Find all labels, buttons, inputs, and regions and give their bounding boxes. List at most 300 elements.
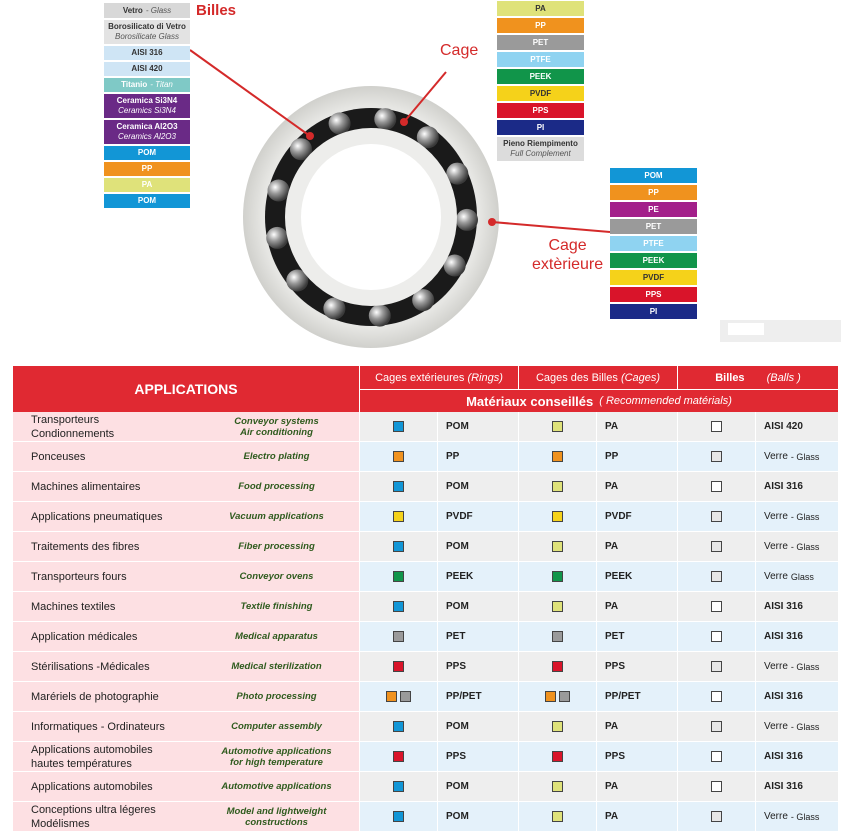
ring-material: PEEK [438, 562, 518, 591]
billes-legend-label: Ceramica Al2O3 [116, 122, 178, 131]
rings-column-header [360, 366, 518, 389]
ball-material [756, 472, 838, 501]
ball-material-en: - Glass [790, 721, 820, 732]
ball-material-label: Verre [764, 721, 788, 732]
application-fr [13, 742, 194, 771]
ball-material-label: Verre [764, 451, 788, 462]
application-fr-line: Stérilisations -Médicales [31, 660, 150, 673]
application-en [194, 532, 359, 561]
color-swatch [393, 571, 404, 582]
ball-material-label: AISI 316 [764, 751, 803, 762]
outer-legend-item [610, 304, 697, 319]
rings-header-en: (Rings) [467, 371, 503, 384]
ring-color-cell [360, 652, 437, 681]
color-swatch [393, 481, 404, 492]
application-fr [13, 712, 194, 741]
billes-material-legend [104, 3, 190, 208]
billes-legend-item [104, 46, 190, 60]
color-swatch [711, 571, 722, 582]
color-swatch [393, 601, 404, 612]
cage-legend-label: PEEK [529, 71, 552, 81]
cage-material-legend [497, 1, 584, 161]
outer-legend-item [610, 219, 697, 234]
ball-material [756, 562, 838, 591]
application-fr [13, 592, 194, 621]
application-fr-line: Applications pneumatiques [31, 510, 163, 523]
color-swatch [552, 811, 563, 822]
ball-color-cell [678, 712, 755, 741]
billes-legend-label: Ceramica Si3N4 [116, 96, 178, 105]
cage-material: PVDF [597, 502, 677, 531]
cage-legend-item [497, 86, 584, 101]
color-swatch [393, 751, 404, 762]
application-en-line: Photo processing [236, 691, 317, 702]
table-row [13, 772, 838, 802]
cages-header-en: (Cages) [620, 371, 661, 384]
header-divider [677, 366, 678, 389]
cage-material: PA [597, 412, 677, 441]
cage-legend-label: PTFE [530, 54, 551, 64]
cage-color-cell [519, 622, 596, 651]
ball-material-label: Verre [764, 541, 788, 552]
ball [374, 108, 396, 130]
billes-legend-label: Borosilicato di Vetro [108, 22, 186, 31]
color-swatch [393, 511, 404, 522]
color-swatch [393, 661, 404, 672]
ball-material [756, 682, 838, 711]
color-swatch [711, 661, 722, 672]
ring-color-cell [360, 592, 437, 621]
billes-legend-sub: - Titan [150, 80, 173, 89]
ring-color-cell [360, 562, 437, 591]
ball-material [756, 652, 838, 681]
application-fr-line: Transporteurs fours [31, 570, 127, 583]
application-fr [13, 652, 194, 681]
cage-material: PA [597, 772, 677, 801]
billes-legend-item [104, 78, 190, 92]
outer-legend-item [610, 202, 697, 217]
cage-material: PA [597, 712, 677, 741]
cage-color-cell [519, 412, 596, 441]
ball-material [756, 532, 838, 561]
outer-legend-item [610, 253, 697, 268]
color-swatch [552, 661, 563, 672]
ring-material: PPS [438, 742, 518, 771]
color-swatch [711, 541, 722, 552]
cage-material: PA [597, 592, 677, 621]
application-en-line: Air conditioning [240, 426, 313, 438]
cage-color-cell [519, 532, 596, 561]
ball-material [756, 712, 838, 741]
application-en [194, 442, 359, 471]
ball-color-cell [678, 592, 755, 621]
ball-material [756, 772, 838, 801]
billes-legend-item [104, 62, 190, 76]
ball [268, 180, 290, 202]
application-fr-line: Marériels de photographie [31, 690, 159, 703]
color-swatch [393, 811, 404, 822]
ball-color-cell [678, 622, 755, 651]
ball-color-cell [678, 742, 755, 771]
outer-leader-line [492, 222, 610, 232]
outer-cage-material-legend [610, 168, 697, 319]
application-en-line: Medical apparatus [235, 631, 318, 642]
color-swatch [393, 721, 404, 732]
color-swatch [552, 541, 563, 552]
ring-color-cell [360, 532, 437, 561]
application-en [194, 742, 359, 771]
billes-legend-line [123, 6, 171, 16]
ball-color-cell [678, 772, 755, 801]
billes-legend-item [104, 3, 190, 18]
color-swatch [711, 511, 722, 522]
cage-label: Cage [440, 42, 479, 59]
application-en-line: Vacuum applications [229, 511, 324, 522]
billes-legend-item [104, 120, 190, 144]
ring-color-cell [360, 502, 437, 531]
table-row [13, 802, 838, 832]
color-swatch [711, 691, 722, 702]
cage-legend-label: PET [532, 37, 549, 47]
cage-legend-label: PA [535, 3, 546, 13]
ball-material [756, 802, 838, 831]
color-swatch [711, 481, 722, 492]
color-swatch [552, 601, 563, 612]
cage-color-cell [519, 652, 596, 681]
cage-material: PP/PET [597, 682, 677, 711]
ball-material-label: AISI 316 [764, 481, 803, 492]
cage-legend-item [497, 69, 584, 84]
color-swatch [559, 691, 570, 702]
ball-color-cell [678, 472, 755, 501]
outer-legend-item [610, 287, 697, 302]
application-en-line: Food processing [238, 481, 315, 492]
table-row [13, 562, 838, 592]
billes-legend-item [104, 146, 190, 160]
table-row [13, 622, 838, 652]
outer-legend-label: PP [648, 187, 659, 197]
application-fr [13, 502, 194, 531]
color-swatch [711, 601, 722, 612]
billes-legend-item [104, 20, 190, 44]
color-swatch [552, 721, 563, 732]
billes-leader-dot [306, 132, 314, 140]
application-en [194, 652, 359, 681]
cages-column-header [519, 366, 677, 389]
application-fr [13, 682, 194, 711]
ring-material: POM [438, 472, 518, 501]
application-fr-line: hautes températures [31, 757, 132, 770]
cage-color-cell [519, 472, 596, 501]
ring-material: POM [438, 772, 518, 801]
application-fr [13, 802, 194, 831]
cage-color-cell [519, 502, 596, 531]
outer-legend-label: PPS [645, 289, 662, 299]
application-en [194, 412, 359, 441]
cage-color-cell [519, 772, 596, 801]
application-fr-line: Transporteurs [31, 413, 100, 426]
outer-cage-label-line2: extèrieure [532, 256, 604, 273]
ring-color-cell [360, 622, 437, 651]
ball-material-en: - Glass [790, 811, 820, 822]
billes-legend-label: Vetro [122, 5, 143, 15]
ring-material: PET [438, 622, 518, 651]
billes-legend-label: AISI 420 [131, 64, 163, 73]
color-swatch [552, 451, 563, 462]
color-swatch [400, 691, 411, 702]
ring-material: POM [438, 412, 518, 441]
image-artifact [720, 320, 841, 342]
cage-color-cell [519, 592, 596, 621]
billes-legend-item [104, 194, 190, 208]
color-swatch [552, 511, 563, 522]
cage-color-cell [519, 442, 596, 471]
ball-material-label: AISI 316 [764, 631, 803, 642]
cage-color-cell [519, 682, 596, 711]
color-swatch [393, 541, 404, 552]
ball [329, 112, 351, 134]
application-fr [13, 442, 194, 471]
cage-material: PP [597, 442, 677, 471]
ball [369, 305, 391, 327]
application-en-line: for high temperature [230, 756, 323, 768]
color-swatch [552, 781, 563, 792]
table-row [13, 412, 838, 442]
cage-legend-label: PPS [532, 105, 549, 115]
application-en-line: Computer assembly [231, 721, 322, 732]
color-swatch [711, 421, 722, 432]
cage-legend-label: PP [535, 20, 546, 30]
cage-legend-label: Pieno Riempimento [503, 139, 578, 148]
ring-color-cell [360, 682, 437, 711]
billes-legend-label: Titanio [121, 80, 148, 89]
cage-legend-item [497, 103, 584, 118]
billes-legend-sub: Ceramics Si3N4 [118, 106, 176, 115]
outer-legend-label: PE [648, 204, 659, 214]
outer-legend-label: PET [645, 221, 662, 231]
table-row [13, 532, 838, 562]
application-fr-line: Condionnements [31, 427, 115, 440]
application-en-line: Conveyor systems [234, 415, 319, 427]
application-en [194, 682, 359, 711]
outer-cage-label [532, 236, 603, 274]
color-swatch [393, 421, 404, 432]
ring-material: PPS [438, 652, 518, 681]
ball-material-label: Verre [764, 511, 788, 522]
ball-material-label: AISI 316 [764, 691, 803, 702]
billes-legend-label: AISI 316 [131, 48, 163, 57]
table-row [13, 682, 838, 712]
outer-legend-label: PEEK [642, 255, 665, 265]
color-swatch [393, 781, 404, 792]
application-fr-line: Traitements des fibres [31, 540, 140, 553]
table-row [13, 592, 838, 622]
applications-header: APPLICATIONS [134, 381, 238, 397]
ball-material-label: Verre [764, 571, 788, 582]
cage-material: PEEK [597, 562, 677, 591]
ring-material: POM [438, 532, 518, 561]
ring-material: PVDF [438, 502, 518, 531]
ring-color-cell [360, 412, 437, 441]
color-swatch [711, 721, 722, 732]
ball-color-cell [678, 442, 755, 471]
application-fr-line: Applications automobiles [31, 780, 153, 793]
application-en [194, 562, 359, 591]
outer-legend-label: PVDF [642, 272, 665, 282]
cage-material: PA [597, 472, 677, 501]
cage-legend-item [497, 1, 584, 16]
cage-material: PA [597, 802, 677, 831]
billes-legend-label: PP [141, 164, 153, 173]
application-en [194, 592, 359, 621]
ring-material: POM [438, 592, 518, 621]
ring-material: PP [438, 442, 518, 471]
application-en-line: Automotive applications [221, 745, 332, 757]
ball-material-en: Glass [790, 571, 814, 582]
billes-legend-label: POM [137, 196, 157, 205]
outer-legend-label: PI [649, 306, 658, 316]
cage-leader-dot [400, 118, 408, 126]
table-body [13, 412, 838, 832]
table-row [13, 442, 838, 472]
billes-legend-item [104, 94, 190, 118]
application-en-line: Conveyor ovens [239, 571, 314, 582]
outer-legend-label: PTFE [643, 238, 664, 248]
cage-legend-label: PVDF [529, 88, 552, 98]
color-swatch [552, 421, 563, 432]
ball-color-cell [678, 412, 755, 441]
color-swatch [711, 451, 722, 462]
application-en-line: Medical sterilization [231, 661, 322, 672]
rings-header-label: Cages extérieures [375, 371, 465, 384]
ring-color-cell [360, 442, 437, 471]
application-en-line: Electro plating [243, 451, 310, 462]
table-row [13, 502, 838, 532]
billes-legend-item [104, 162, 190, 176]
color-swatch [552, 631, 563, 642]
cage-legend-label: PI [536, 122, 545, 132]
application-en [194, 502, 359, 531]
application-fr-line: Conceptions ultra légeres [31, 803, 156, 816]
color-swatch [552, 751, 563, 762]
table-row [13, 652, 838, 682]
color-swatch [711, 811, 722, 822]
application-en [194, 472, 359, 501]
billes-legend-label: POM [137, 148, 157, 157]
ball-material [756, 412, 838, 441]
cage-legend-item [497, 120, 584, 135]
outer-legend-item [610, 168, 697, 183]
billes-legend-label: PA [141, 180, 153, 189]
ring-color-cell [360, 742, 437, 771]
color-swatch [393, 451, 404, 462]
outer-legend-label: POM [644, 170, 663, 180]
cage-material: PA [597, 532, 677, 561]
application-fr-line: Informatiques - Ordinateurs [31, 720, 165, 733]
outer-legend-item [610, 270, 697, 285]
ball-material [756, 592, 838, 621]
application-fr [13, 622, 194, 651]
ball-material-label: AISI 316 [764, 601, 803, 612]
color-swatch [393, 631, 404, 642]
ball [456, 209, 478, 231]
application-fr-line: Machines alimentaires [31, 480, 141, 493]
ball-material [756, 622, 838, 651]
cage-material: PPS [597, 652, 677, 681]
ball-material-en: - Glass [790, 511, 820, 522]
ball-material-en: - Glass [790, 541, 820, 552]
ring-color-cell [360, 472, 437, 501]
billes-leader-line [190, 50, 310, 136]
ball-material-en: - Glass [790, 661, 820, 672]
billes-label: Billes [196, 2, 237, 19]
table-row [13, 742, 838, 772]
ball-color-cell [678, 682, 755, 711]
cage-legend-sub: Full Complement [510, 149, 571, 158]
cage-color-cell [519, 562, 596, 591]
ring-color-cell [360, 712, 437, 741]
ball-color-cell [678, 532, 755, 561]
cage-material: PPS [597, 742, 677, 771]
balls-header-label: Billes [715, 371, 745, 384]
ball-material-label: AISI 316 [764, 781, 803, 792]
materials-header [360, 390, 838, 412]
application-en-line: Fiber processing [238, 541, 315, 552]
ring-material: POM [438, 712, 518, 741]
table-row [13, 472, 838, 502]
cage-color-cell [519, 712, 596, 741]
billes-legend-line [121, 80, 173, 90]
application-fr [13, 562, 194, 591]
applications-table [13, 366, 838, 832]
outer-legend-item [610, 236, 697, 251]
outer-leader-dot [488, 218, 496, 226]
color-swatch [711, 781, 722, 792]
billes-legend-sub: - Glass [145, 5, 172, 15]
ring-color-cell [360, 802, 437, 831]
table-header [13, 366, 838, 412]
balls-header-en: (Balls ) [766, 371, 801, 384]
color-swatch [711, 631, 722, 642]
application-fr-line: Ponceuses [31, 450, 86, 463]
ring-material: PP/PET [438, 682, 518, 711]
application-fr-line: Modélismes [31, 817, 90, 830]
application-en-line: Automotive applications [221, 781, 332, 792]
ball-material-label: Verre [764, 661, 788, 672]
ball-material [756, 742, 838, 771]
application-en-line: Model and lightweight constructions [226, 805, 327, 828]
application-en-line: Textile finishing [240, 601, 313, 612]
application-fr [13, 532, 194, 561]
cage-material: PET [597, 622, 677, 651]
cages-header-label: Cages des Billes [535, 371, 618, 384]
application-en [194, 772, 359, 801]
cage-color-cell [519, 742, 596, 771]
ball-material [756, 502, 838, 531]
billes-legend-item [104, 178, 190, 192]
cage-legend-item [497, 52, 584, 67]
billes-legend-sub: Borosilicate Glass [114, 32, 180, 41]
ball-color-cell [678, 652, 755, 681]
ring-color-cell [360, 772, 437, 801]
table-row [13, 712, 838, 742]
cage-legend-item [497, 18, 584, 33]
balls-column-header [678, 366, 838, 389]
application-fr-line: Applications automobiles [31, 743, 153, 756]
inner-ring [285, 128, 457, 306]
color-swatch [552, 571, 563, 582]
ball-material-label: Verre [764, 811, 788, 822]
